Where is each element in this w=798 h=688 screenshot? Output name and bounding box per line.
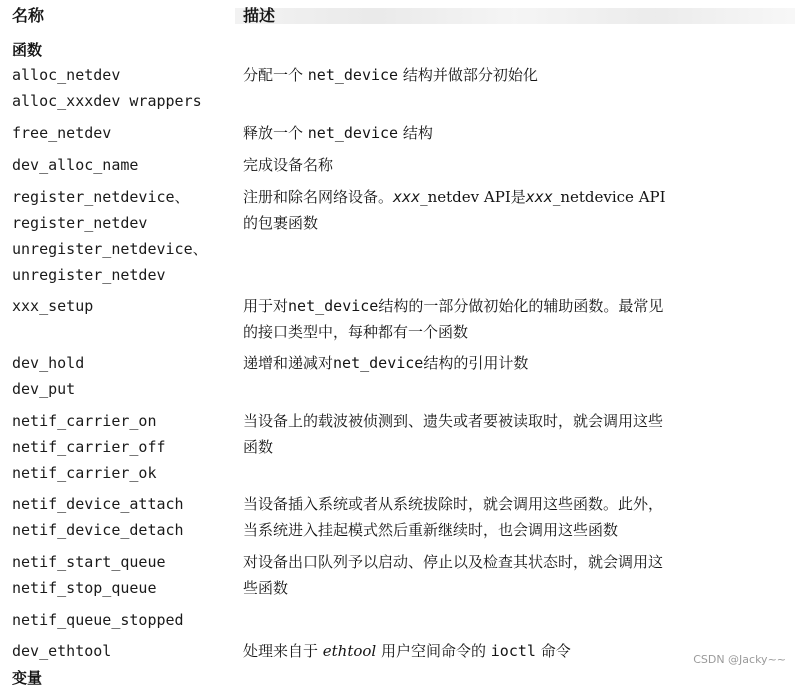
- function-description: 完成设备名称: [243, 156, 334, 174]
- function-name: netif_carrier_off: [12, 438, 166, 456]
- function-name: netif_carrier_ok: [12, 464, 157, 482]
- function-name: netif_start_queue: [12, 553, 166, 571]
- function-description: 用于对net_device结构的一部分做初始化的辅助函数。最常见 的接口类型中，每种都有一个函数: [243, 297, 664, 341]
- function-description: 分配一个 net_device 结构并做部分初始化: [243, 66, 538, 84]
- function-description: 注册和除名网络设备。xxx_netdev API是xxx_netdevice API 的包裹函数: [243, 188, 666, 232]
- function-name: netif_queue_stopped: [12, 611, 184, 629]
- function-description: 当设备上的载波被侦测到、遗失或者要被读取时，就会调用这些 函数: [243, 412, 664, 456]
- function-name: alloc_netdev: [12, 66, 121, 84]
- function-name: free_netdev: [12, 124, 112, 142]
- function-names: [12, 638, 237, 664]
- function-name: xxx_setup: [12, 297, 94, 315]
- function-names: [12, 491, 237, 543]
- function-name: dev_ethtool: [12, 642, 112, 660]
- function-name: dev_alloc_name: [12, 156, 139, 174]
- section-title: 函数: [12, 41, 43, 59]
- header-scan-artifact: [235, 8, 795, 24]
- watermark: CSDN @Jacky~~: [693, 653, 786, 666]
- function-description: 处理来自于 ethtool 用户空间命令的 ioctl 命令: [243, 642, 571, 660]
- header-name-column: 名称: [12, 6, 45, 25]
- function-name: register_netdevice、: [12, 188, 190, 206]
- function-name: dev_put: [12, 380, 76, 398]
- function-names: [12, 408, 237, 486]
- function-names: [12, 62, 237, 114]
- function-names: [12, 350, 237, 402]
- function-name: netif_device_attach: [12, 495, 184, 513]
- function-name: netif_device_detach: [12, 521, 184, 539]
- function-name: unregister_netdev: [12, 266, 166, 284]
- function-name: alloc_xxxdev wrappers: [12, 92, 202, 110]
- function-names: [12, 293, 237, 319]
- function-name: netif_stop_queue: [12, 579, 157, 597]
- function-names: [12, 184, 237, 288]
- function-names: [12, 152, 237, 178]
- function-names: [12, 549, 237, 633]
- function-name: register_netdev: [12, 214, 148, 232]
- next-section-title-cut: 变量: [12, 669, 43, 687]
- header-description-column: 描述: [243, 6, 276, 25]
- function-description: 递增和递减对net_device结构的引用计数: [243, 354, 529, 372]
- function-description: 对设备出口队列予以启动、停止以及检查其状态时，就会调用这 些函数: [243, 553, 664, 597]
- function-name: netif_carrier_on: [12, 412, 157, 430]
- function-name: dev_hold: [12, 354, 85, 372]
- function-name: unregister_netdevice、: [12, 240, 208, 258]
- function-description: 当设备插入系统或者从系统拔除时，就会调用这些函数。此外， 当系统进入挂起模式然后重新继续时，也会调用这些函数: [243, 495, 664, 539]
- function-names: [12, 120, 237, 146]
- function-description: 释放一个 net_device 结构: [243, 124, 433, 142]
